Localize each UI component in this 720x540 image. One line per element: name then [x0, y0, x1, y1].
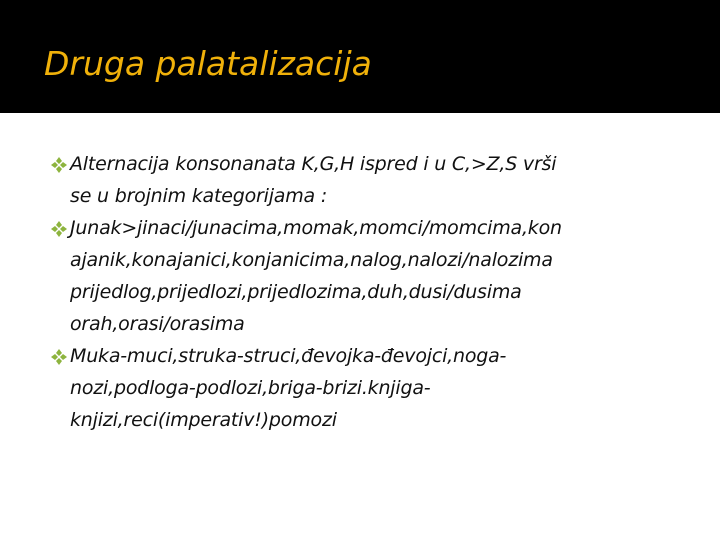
bullet-text-line: nozi,podloga-podlozi,briga-brizi.knjiga- [70, 377, 431, 399]
bullet-item [50, 212, 690, 340]
bullet-text-line: Alternacija konsonanata K,G,H ispred i u C,>Z,S vrši [70, 153, 557, 175]
bullet-text-line: prijedlog,prijedlozi,prijedlozima,duh,dusi/dusima [70, 281, 522, 303]
diamond-flower-icon [50, 220, 68, 238]
bullet-text-line: Junak>jinaci/junacima,momak,momci/momcima,kon [70, 217, 562, 239]
bullet-text-line: se u brojnim kategorijama : [70, 185, 328, 207]
bullet-text-line: ajanik,konajanici,konjanicima,nalog,nalozi/nalozima [70, 249, 553, 271]
bullet-text-line: knjizi,reci(imperativ!)pomozi [70, 409, 337, 431]
diamond-flower-icon [50, 156, 68, 174]
bullet-text-line: Muka-muci,struka-struci,đevojka-đevojci,noga- [70, 345, 507, 367]
diamond-flower-icon [50, 348, 68, 366]
bullet-text-line: orah,orasi/orasima [70, 313, 245, 335]
bullet-item [50, 148, 690, 212]
slide-title: Druga palatalizacija [44, 44, 372, 83]
bullet-item [50, 340, 690, 436]
bullet-list [50, 148, 690, 436]
title-bar [0, 0, 720, 113]
